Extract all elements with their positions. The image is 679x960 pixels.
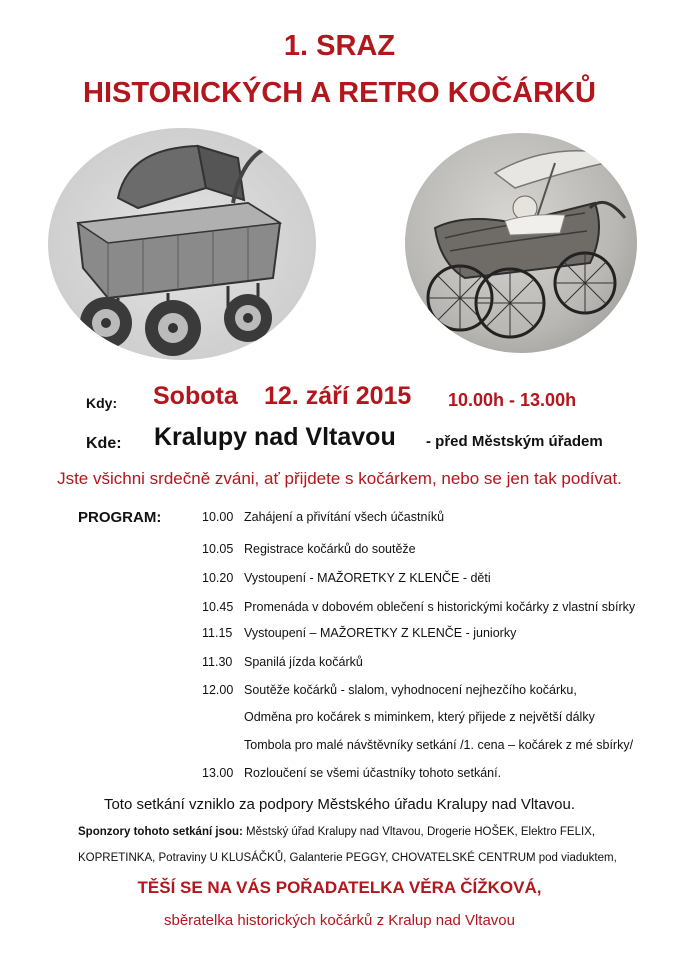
- program-time: 10.20: [202, 571, 234, 585]
- program-item: [202, 683, 577, 697]
- program-item: [202, 766, 501, 780]
- event-date: 12. září 2015: [264, 382, 412, 410]
- invitation-text: Jste všichni srdečně zváni, ať přijdete s kočárkem, nebo se jen tak podívat.: [57, 469, 622, 488]
- program-text: Tombola pro malé návštěvníky setkání /1. cena – kočárek z mé sbírky/: [244, 738, 634, 752]
- program-time: 10.05: [202, 542, 234, 556]
- program-item: [202, 655, 363, 669]
- program-time: 13.00: [202, 766, 234, 780]
- program-item: [202, 600, 635, 614]
- organizer-text: TĚŠÍ SE NA VÁS POŘADATELKA VĚRA ČÍŽKOVÁ,: [137, 878, 542, 897]
- event-time: 10.00h - 13.00h: [448, 390, 577, 410]
- title-line-1: 1. SRAZ: [283, 30, 396, 62]
- program-text: Odměna pro kočárek s miminkem, který přijede z největší dálky: [244, 710, 595, 724]
- sponsors-list-2: KOPRETINKA, Potraviny U KLUSÁČKŮ, Galanterie PEGGY, CHOVATELSKÉ CENTRUM pod viaduktem,: [78, 852, 617, 864]
- program-item: [202, 510, 444, 524]
- where-label: Kde:: [86, 435, 122, 452]
- program-label: PROGRAM:: [78, 509, 162, 526]
- collector-text: sběratelka historických kočárků z Kralup nad Vltavou: [163, 912, 515, 929]
- program-item: [202, 542, 416, 556]
- sponsors-list-1: Městský úřad Kralupy nad Vltavou, Drogerie HOŠEK, Elektro FELIX,: [246, 826, 596, 838]
- when-label: Kdy:: [86, 395, 118, 411]
- historic-pram-photo: [405, 133, 637, 353]
- program-text: Rozloučení se všemi účastníky tohoto setkání.: [244, 766, 502, 780]
- program-text: Registrace kočárků do soutěže: [244, 542, 416, 556]
- program-text: Vystoupení - MAŽORETKY Z KLENČE - děti: [244, 571, 491, 585]
- program-text: Vystoupení – MAŽORETKY Z KLENČE - juniorky: [244, 626, 517, 640]
- program-text: Zahájení a přivítání všech účastníků: [244, 510, 445, 524]
- program-time: 10.00: [202, 510, 234, 524]
- vintage-pram-illustration: [48, 128, 316, 360]
- program-item: [202, 738, 633, 752]
- program-time: 11.30: [202, 655, 233, 669]
- program-text: Spanilá jízda kočárků: [244, 655, 363, 669]
- program-time: 10.45: [202, 600, 234, 614]
- program-time: 11.15: [202, 626, 233, 640]
- program-item: [202, 626, 516, 640]
- vintage-pram-photo: [48, 128, 316, 360]
- program-text: Soutěže kočárků - slalom, vyhodnocení nejhezčího kočárku,: [244, 683, 577, 697]
- program-item: [202, 571, 491, 585]
- program-time: 12.00: [202, 683, 234, 697]
- title-line-2: HISTORICKÝCH A RETRO KOČÁRKŮ: [83, 77, 596, 109]
- event-place-detail: - před Městským úřadem: [426, 433, 603, 450]
- program-item: [202, 710, 595, 724]
- sponsors-label: Sponzory tohoto setkání jsou:: [78, 826, 243, 838]
- event-place: Kralupy nad Vltavou: [154, 423, 396, 451]
- event-day: Sobota: [153, 382, 238, 410]
- historic-pram-illustration: [405, 133, 637, 353]
- sponsors-line-1: [78, 826, 595, 838]
- program-text: Promenáda v dobovém oblečení s historickými kočárky z vlastní sbírky: [244, 600, 636, 614]
- support-text: Toto setkání vzniklo za podpory Městského úřadu Kralupy nad Vltavou.: [103, 796, 576, 813]
